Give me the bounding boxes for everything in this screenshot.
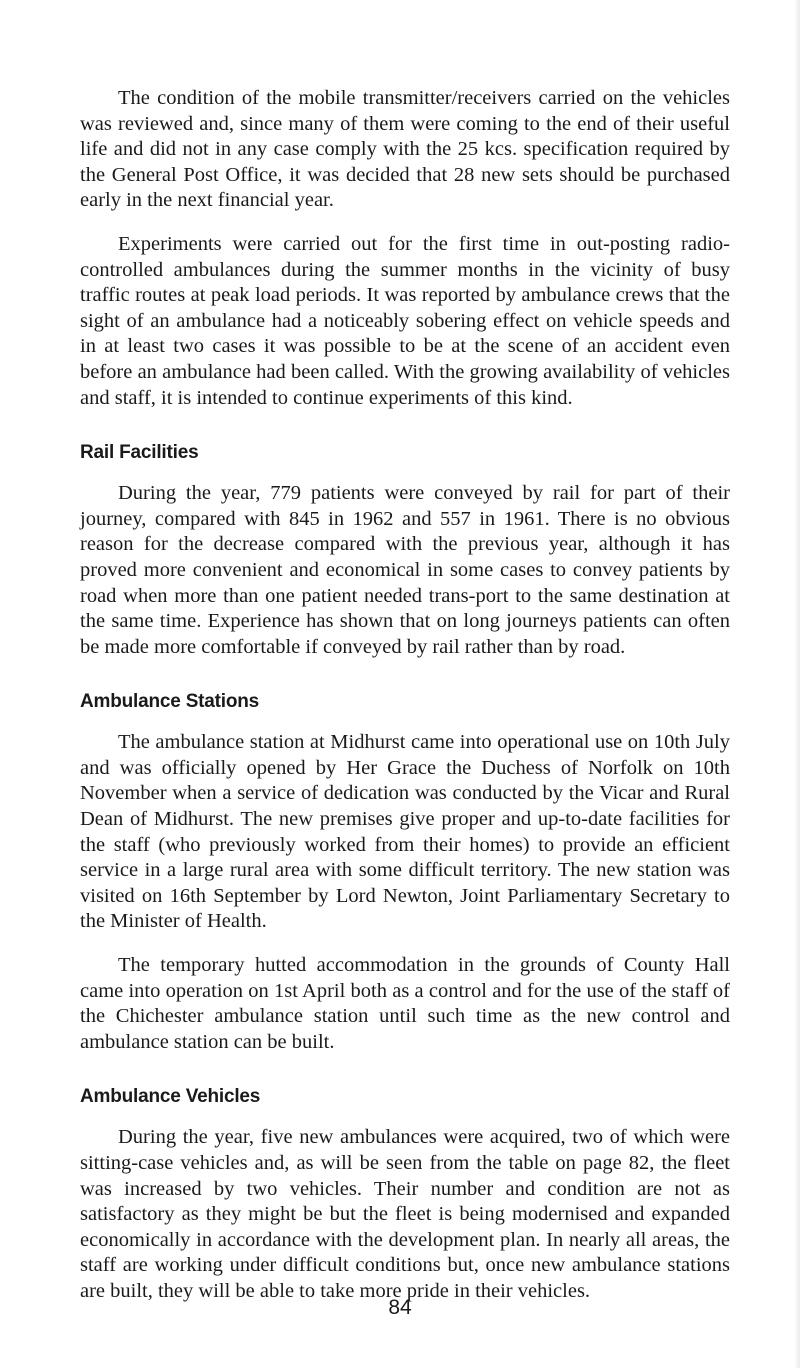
document-body [80, 86, 730, 1305]
section-heading-rail-facilities: Rail Facilities [80, 442, 199, 464]
page-edge-shadow [794, 0, 800, 1368]
paragraph-ambulance-vehicles: During the year, five new ambulances were acquired, two of which were sitting-case vehicles and, as will be seen from the table on page 82, the fleet was increased by two vehicles. Their number and condition are not as satisfactory as they might be but the fleet is being modernised and expanded economically in accordance with the development plan. In nearly all areas, the staff are working under difficult conditions but, once new ambulance stations are built, they will be able to take more pride in their vehicles. [80, 1126, 730, 1302]
page-number: 84 [388, 1296, 412, 1319]
section-heading-ambulance-vehicles: Ambulance Vehicles [80, 1086, 261, 1108]
paragraph-transmitters: The condition of the mobile transmitter/receivers carried on the vehicles was reviewed and, since many of them were coming to the end of their useful life and did not in any case comply with the 25 kcs. specification required by the General Post Office, it was decided that 28 new sets should be purchased early in the next financial year. [80, 87, 730, 212]
paragraph-midhurst-station: The ambulance station at Midhurst came into operational use on 10th July and was officially opened by Her Grace the Duchess of Norfolk on 10th November when a service of dedication was conducted by the Vicar and Rural Dean of Midhurst. The new premises give proper and up-to-date facilities for the staff (who previously worked from their homes) to provide an efficient service in a large rural area with some difficult territory. The new station was visited on 16th September by Lord Newton, Joint Parliamentary Secretary to the Minister of Health. [80, 731, 730, 933]
paragraph-county-hall: The temporary hutted accommodation in the grounds of County Hall came into operation on 1st April both as a control and for the use of the staff of the Chichester ambulance station until such time as the new control and ambulance station can be built. [80, 954, 730, 1053]
section-heading-ambulance-stations: Ambulance Stations [80, 691, 260, 713]
paragraph-experiments: Experiments were carried out for the first time in out-posting radio-controlled ambulances during the summer months in the vicinity of busy traffic routes at peak load periods. It was reported by ambulance crews that the sight of an ambulance had a noticeably sobering effect on vehicle speeds and in at least two cases it was possible to be at the scene of an accident even before an ambulance had been called. With the growing availability of vehicles and staff, it is intended to continue experiments of this kind. [80, 232, 730, 409]
paragraph-rail-facilities: During the year, 779 patients were conveyed by rail for part of their journey, compared with 845 in 1962 and 557 in 1961. There is no obvious reason for the decrease compared with the previous year, although it has proved more convenient and economical in some cases to convey patients by road when more than one patient needed trans-port to the same destination at the same time. Experience has shown that on long journeys patients can often be made more comfortable if conveyed by rail rather than by road. [80, 482, 730, 658]
